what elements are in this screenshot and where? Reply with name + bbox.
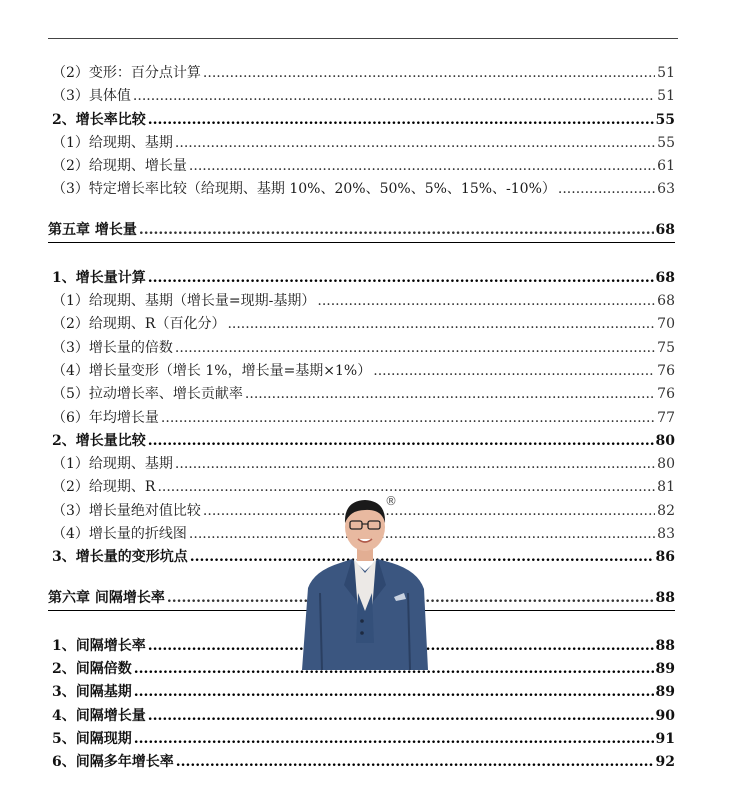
toc-leader bbox=[161, 407, 655, 430]
toc-leader bbox=[245, 383, 655, 406]
toc-leader bbox=[148, 430, 654, 453]
toc-page-number: 92 bbox=[655, 754, 675, 771]
toc-page-number: 80 bbox=[657, 456, 675, 473]
toc-section-entry[interactable] bbox=[48, 705, 675, 728]
toc-page-number: 51 bbox=[657, 65, 675, 81]
toc-leader bbox=[139, 219, 654, 242]
top-rule bbox=[48, 38, 678, 39]
toc-section-entry[interactable] bbox=[48, 728, 675, 751]
toc-page-number: 86 bbox=[655, 549, 675, 566]
toc-page-number: 68 bbox=[655, 221, 675, 238]
toc-page-number: 77 bbox=[657, 409, 675, 426]
toc-entry-title: （2）给现期、R bbox=[52, 479, 156, 496]
toc-entry-title: （1）给现期、基期 bbox=[52, 134, 173, 151]
toc-page-number: 68 bbox=[655, 269, 675, 286]
toc-section-entry[interactable] bbox=[48, 109, 675, 132]
toc-page-number: 70 bbox=[657, 316, 675, 333]
toc-entry-title: （4）增长量的折线图 bbox=[52, 526, 187, 543]
toc-leader bbox=[134, 681, 654, 704]
toc-entry-title: 6、间隔多年增长率 bbox=[52, 754, 174, 771]
toc-page-number: 89 bbox=[655, 684, 675, 701]
toc-subsection-entry[interactable] bbox=[48, 453, 675, 476]
toc-page-number: 83 bbox=[657, 526, 675, 543]
toc-page-number: 89 bbox=[655, 660, 675, 677]
toc-page-number: 90 bbox=[655, 707, 675, 724]
toc-entry-title: （1）给现期、基期（增长量=现期-基期） bbox=[52, 293, 316, 310]
toc-subsection-entry[interactable] bbox=[48, 178, 675, 201]
toc-page-number: 68 bbox=[657, 293, 675, 310]
toc-subsection-entry[interactable] bbox=[48, 290, 675, 313]
toc-block-chapter4-tail bbox=[48, 62, 675, 202]
presenter-video-overlay bbox=[300, 493, 430, 670]
toc-page-number: 55 bbox=[655, 111, 675, 128]
toc-chapter-5[interactable] bbox=[48, 219, 675, 243]
toc-entry-title: （3）增长量的倍数 bbox=[52, 339, 173, 356]
toc-leader bbox=[148, 267, 654, 290]
toc-section-entry[interactable] bbox=[48, 681, 675, 704]
toc-page-number: 75 bbox=[657, 339, 675, 356]
toc-section-entry[interactable] bbox=[48, 751, 675, 774]
toc-entry-title: （1）给现期、基期 bbox=[52, 456, 173, 473]
toc-section-entry[interactable] bbox=[48, 430, 675, 453]
toc-subsection-entry[interactable] bbox=[48, 383, 675, 406]
toc-page-number: 88 bbox=[655, 589, 675, 606]
toc-subsection-entry[interactable] bbox=[48, 132, 675, 155]
registered-mark: ® bbox=[385, 494, 397, 508]
toc-subsection-entry[interactable] bbox=[48, 155, 675, 178]
toc-leader bbox=[134, 728, 654, 751]
toc-leader bbox=[203, 62, 655, 85]
toc-section-entry[interactable] bbox=[48, 267, 675, 290]
toc-leader bbox=[148, 109, 654, 132]
toc-leader bbox=[373, 360, 655, 383]
toc-leader bbox=[176, 751, 654, 774]
toc-page-number: 76 bbox=[657, 362, 675, 379]
toc-subsection-entry[interactable] bbox=[48, 407, 675, 430]
toc-leader bbox=[133, 85, 655, 108]
toc-entry-title: 2、增长率比较 bbox=[52, 111, 146, 128]
toc-entry-title: （4）增长量变形（增长 1%，增长量=基期×1%） bbox=[52, 362, 372, 379]
toc-leader bbox=[317, 290, 655, 313]
toc-subsection-entry[interactable] bbox=[48, 313, 675, 336]
toc-page-number: 88 bbox=[655, 637, 675, 654]
toc-entry-title: （2）变形：百分点计算 bbox=[52, 65, 201, 81]
toc-entry-title: 2、增长量比较 bbox=[52, 432, 146, 449]
toc-subsection-entry[interactable] bbox=[48, 337, 675, 360]
toc-leader bbox=[175, 337, 655, 360]
toc-entry-title: （5）拉动增长率、增长贡献率 bbox=[52, 386, 243, 403]
toc-page-number: 80 bbox=[655, 432, 675, 449]
toc-entry-title: （3）增长量绝对值比较 bbox=[52, 502, 201, 519]
toc-leader bbox=[558, 178, 655, 201]
toc-entry-title: 3、增长量的变形坑点 bbox=[52, 549, 188, 566]
toc-entry-title: （6）年均增长量 bbox=[52, 409, 159, 426]
toc-entry-title: 1、间隔增长率 bbox=[52, 637, 146, 654]
toc-page-number: 91 bbox=[655, 730, 675, 747]
toc-page-number: 76 bbox=[657, 386, 675, 403]
toc-subsection-entry[interactable] bbox=[48, 360, 675, 383]
toc-entry-title: 4、间隔增长量 bbox=[52, 707, 146, 724]
toc-leader bbox=[227, 313, 655, 336]
toc-subsection-entry[interactable] bbox=[48, 62, 675, 85]
toc-subsection-entry[interactable] bbox=[48, 85, 675, 108]
toc-page-number: 81 bbox=[657, 479, 675, 496]
toc-page-number: 61 bbox=[657, 158, 675, 175]
toc-entry-title: （3）特定增长率比较（给现期、基期 10%、20%、50%、5%、15%、-10%） bbox=[52, 181, 556, 198]
toc-entry-title: 5、间隔现期 bbox=[52, 730, 132, 747]
toc-entry-title: （2）给现期、R（百化分） bbox=[52, 316, 226, 333]
toc-page-number: 51 bbox=[657, 88, 675, 105]
toc-entry-title: 1、增长量计算 bbox=[52, 269, 146, 286]
toc-entry-title: （2）给现期、增长量 bbox=[52, 158, 187, 175]
toc-page-number: 55 bbox=[657, 134, 675, 151]
toc-leader bbox=[175, 132, 655, 155]
toc-leader bbox=[148, 705, 654, 728]
toc-page-number: 63 bbox=[657, 181, 675, 198]
toc-chapter-title: 第五章 增长量 bbox=[48, 221, 137, 238]
toc-leader bbox=[189, 155, 655, 178]
toc-leader bbox=[175, 453, 655, 476]
toc-entry-title: （3）具体值 bbox=[52, 88, 131, 105]
toc-chapter-title: 第六章 间隔增长率 bbox=[48, 589, 165, 606]
toc-page-number: 82 bbox=[657, 502, 675, 519]
toc-entry-title: 3、间隔基期 bbox=[52, 684, 132, 701]
toc-entry-title: 2、间隔倍数 bbox=[52, 660, 132, 677]
